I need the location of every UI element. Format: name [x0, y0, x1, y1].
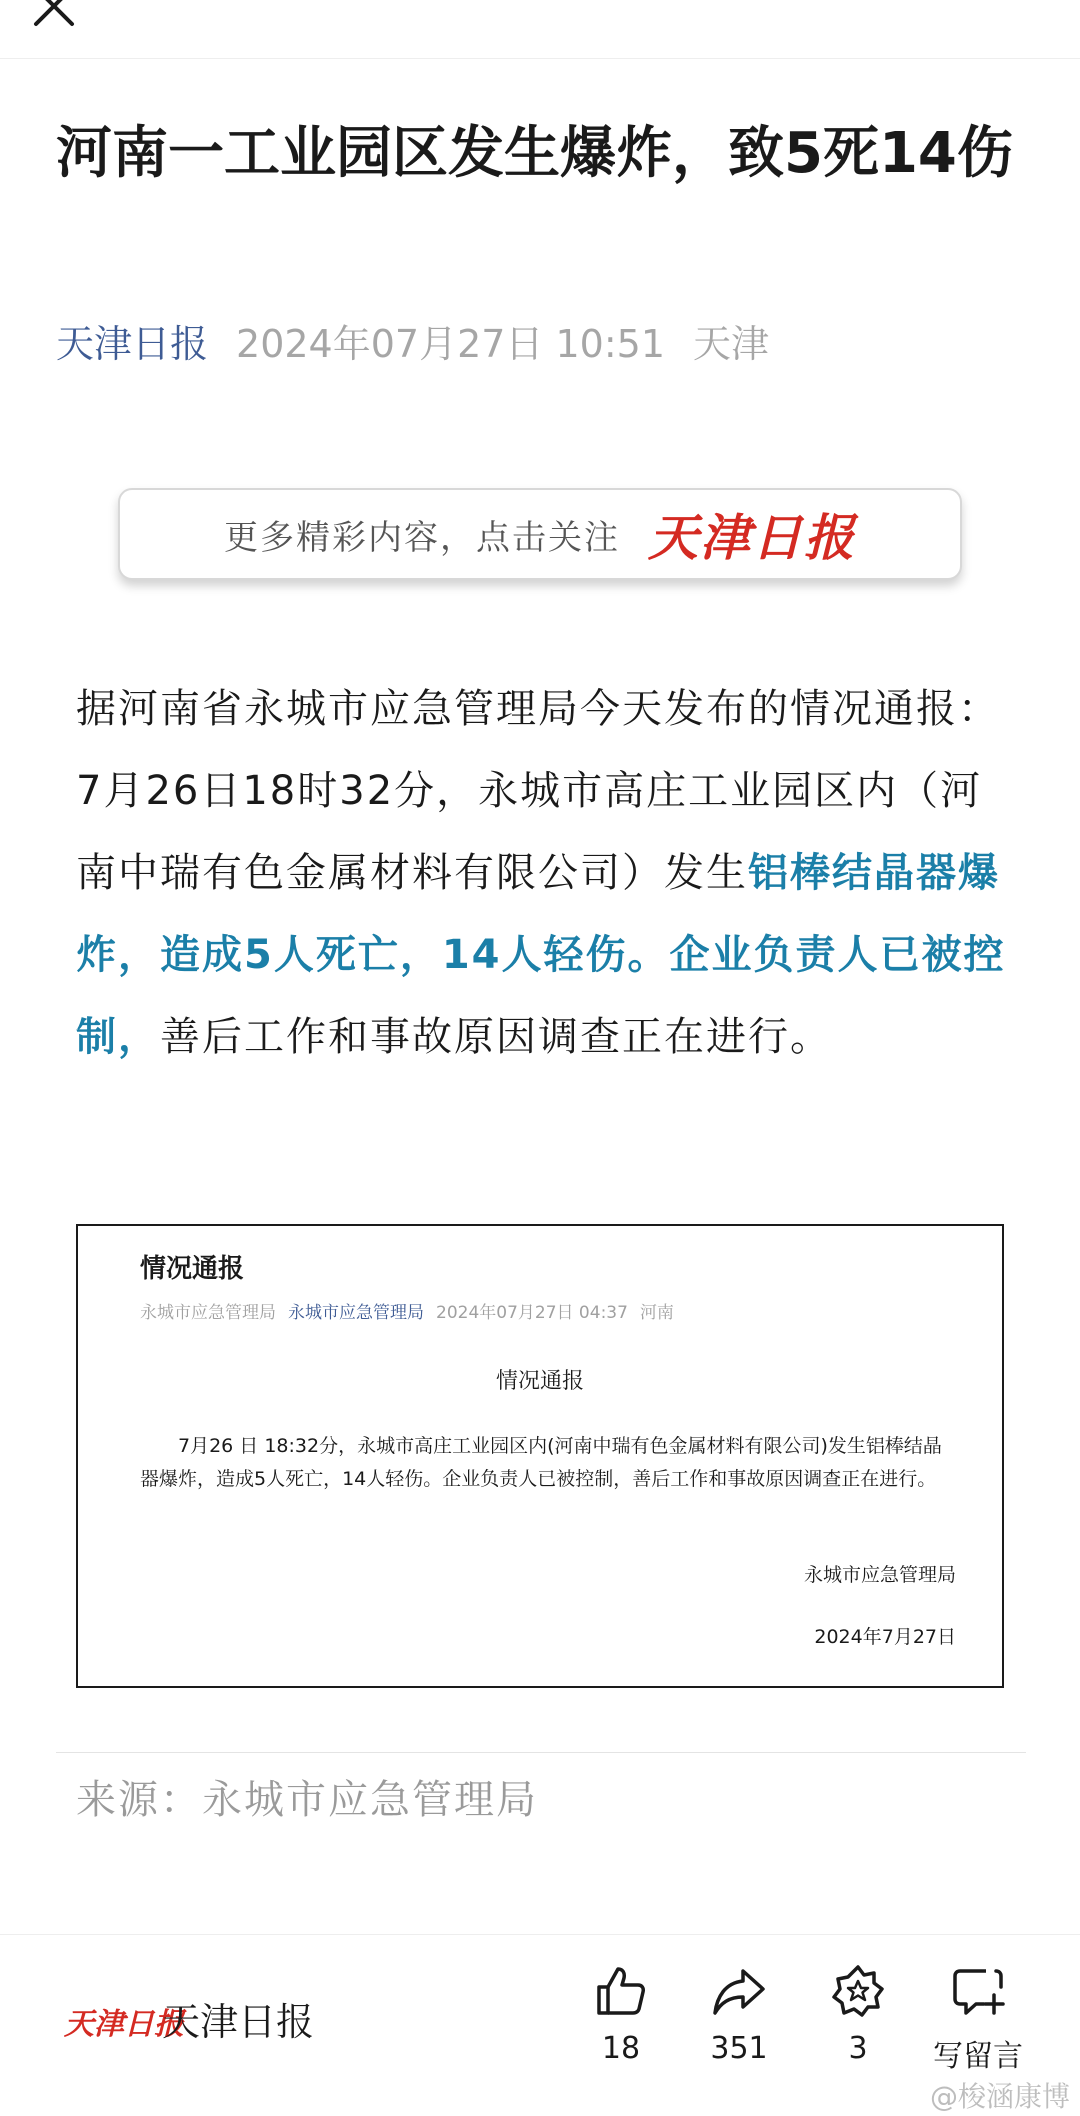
comment-label: 写留言	[933, 2039, 1023, 2074]
article-body-part1: 据河南省永城市应急管理局今天发布的情况通报：7月26日18时32分，永城市高庄工业园区内（河南中瑞有色金属材料有限公司）发生	[76, 686, 1000, 896]
comment-button[interactable]	[913, 1963, 1043, 2093]
watermark: @梭涵康博	[929, 2080, 1070, 2113]
notice-meta	[140, 1298, 674, 1323]
badge-star-icon	[830, 1963, 886, 2019]
divider	[56, 1752, 1026, 1753]
article-meta	[56, 318, 769, 370]
thumbs-up-icon	[593, 1963, 649, 2019]
share-count: 351	[710, 2031, 768, 2066]
article-datetime: 2024年07月27日 10:51	[236, 322, 666, 366]
comment-plus-icon	[950, 1963, 1006, 2019]
share-button[interactable]	[674, 1963, 804, 2093]
notice-signature: 永城市应急管理局	[803, 1564, 956, 1586]
like-button[interactable]	[556, 1963, 686, 2093]
source-line: 来源：永城市应急管理局	[76, 1777, 538, 1823]
notice-meta-location: 河南	[639, 1303, 674, 1323]
notice-heading: 情况通报	[140, 1254, 245, 1284]
account-logo[interactable]: 天津日报	[64, 2007, 184, 2042]
follow-banner-text: 更多精彩内容，点击关注	[224, 517, 620, 558]
follow-banner[interactable]	[118, 488, 962, 580]
article-location: 天津	[693, 322, 770, 366]
article-title: 河南一工业园区发生爆炸，致5死14伤	[56, 121, 1013, 186]
article-body-highlight: 铝棒结晶器爆炸，造成5人死亡，14人轻伤。企业负责人已被控制，	[76, 850, 1006, 1060]
notice-subtitle: 情况通报	[495, 1369, 584, 1394]
close-icon	[28, 0, 80, 32]
bottom-bar	[0, 1934, 1080, 2116]
collect-button[interactable]	[793, 1963, 923, 2093]
notice-screenshot	[76, 1224, 1004, 1688]
article-body	[76, 668, 1010, 1078]
notice-date: 2024年7月27日	[814, 1626, 956, 1648]
notice-body: 7月26 日 18:32分，永城市高庄工业园区内(河南中瑞有色金属材料有限公司)发生铝棒结晶器爆炸，造成5人死亡，14人轻伤。企业负责人已被控制，善后工作和事故原因调查正在进行。	[140, 1435, 942, 1490]
article-body-part2: 善后工作和事故原因调查正在进行。	[160, 1014, 832, 1060]
notice-meta-datetime: 2024年07月27日 04:37	[436, 1303, 628, 1323]
collect-count: 3	[848, 2031, 868, 2066]
article-source-link[interactable]: 天津日报	[56, 322, 209, 366]
top-bar	[0, 0, 1080, 59]
share-arrow-icon	[711, 1963, 767, 2019]
notice-meta-account: 永城市应急管理局	[288, 1303, 424, 1323]
tianjin-daily-logo: 天津日报	[648, 508, 856, 567]
account-name[interactable]: 天津日报	[162, 2000, 315, 2044]
notice-meta-source: 永城市应急管理局	[140, 1303, 276, 1323]
close-button[interactable]	[28, 0, 80, 32]
like-count: 18	[601, 2031, 641, 2066]
